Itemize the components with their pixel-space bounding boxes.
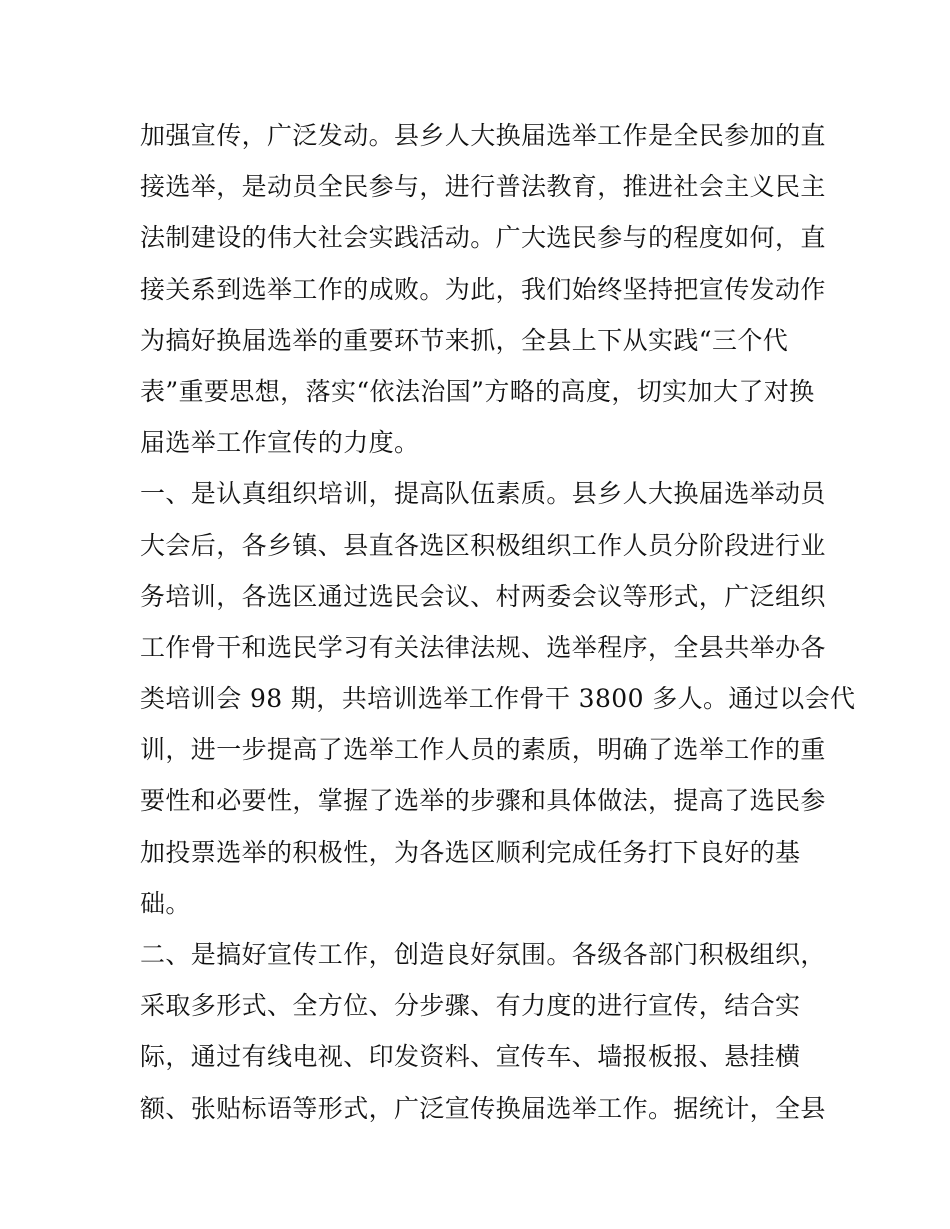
text-line: 为搞好换届选举的重要环节来抓，全县上下从实践“三个代 — [140, 325, 789, 355]
text-line: 一、是认真组织培训，提高队伍素质。县乡人大换届选举动员 — [140, 479, 826, 509]
text-line: 训，进一步提高了选举工作人员的素质，明确了选举工作的重 — [140, 735, 826, 765]
text-line: 采取多形式、全方位、分步骤、有力度的进行宣传，结合实 — [140, 991, 801, 1021]
text-line: 法制建设的伟大社会实践活动。广大选民参与的程度如何，直 — [140, 223, 826, 253]
text-line: 类培训会 98 期，共培训选举工作骨干 3800 多人。通过以会代 — [140, 684, 856, 714]
text-line: 要性和必要性，掌握了选举的步骤和具体做法，提高了选民参 — [140, 786, 826, 816]
text-line: 届选举工作宣传的力度。 — [140, 428, 420, 458]
text-line: 加投票选举的积极性，为各选区顺利完成任务打下良好的基 — [140, 837, 801, 867]
text-line: 务培训，各选区通过选民会议、村两委会议等形式，广泛组织 — [140, 581, 826, 611]
text-line: 接关系到选举工作的成败。为此，我们始终坚持把宣传发动作 — [140, 274, 826, 304]
text-line: 二、是搞好宣传工作，创造良好氛围。各级各部门积极组织， — [140, 940, 826, 969]
text-line: 础。 — [140, 888, 191, 918]
text-line: 大会后，各乡镇、县直各选区积极组织工作人员分阶段进行业 — [140, 530, 826, 560]
text-line: 额、张贴标语等形式，广泛宣传换届选举工作。据统计，全县 — [140, 1093, 826, 1123]
body-text — [140, 110, 856, 1134]
text-line: 际，通过有线电视、印发资料、宣传车、墙报板报、悬挂横 — [140, 1042, 801, 1072]
text-line: 加强宣传，广泛发动。县乡人大换届选举工作是全民参加的直 — [140, 121, 826, 150]
text-line: 表”重要思想，落实“依法治国”方略的高度，切实加大了对换 — [140, 376, 815, 406]
text-line: 接选举，是动员全民参与，进行普法教育，推进社会主义民主 — [140, 172, 826, 202]
text-line: 工作骨干和选民学习有关法律法规、选举程序，全县共举办各 — [140, 632, 826, 662]
